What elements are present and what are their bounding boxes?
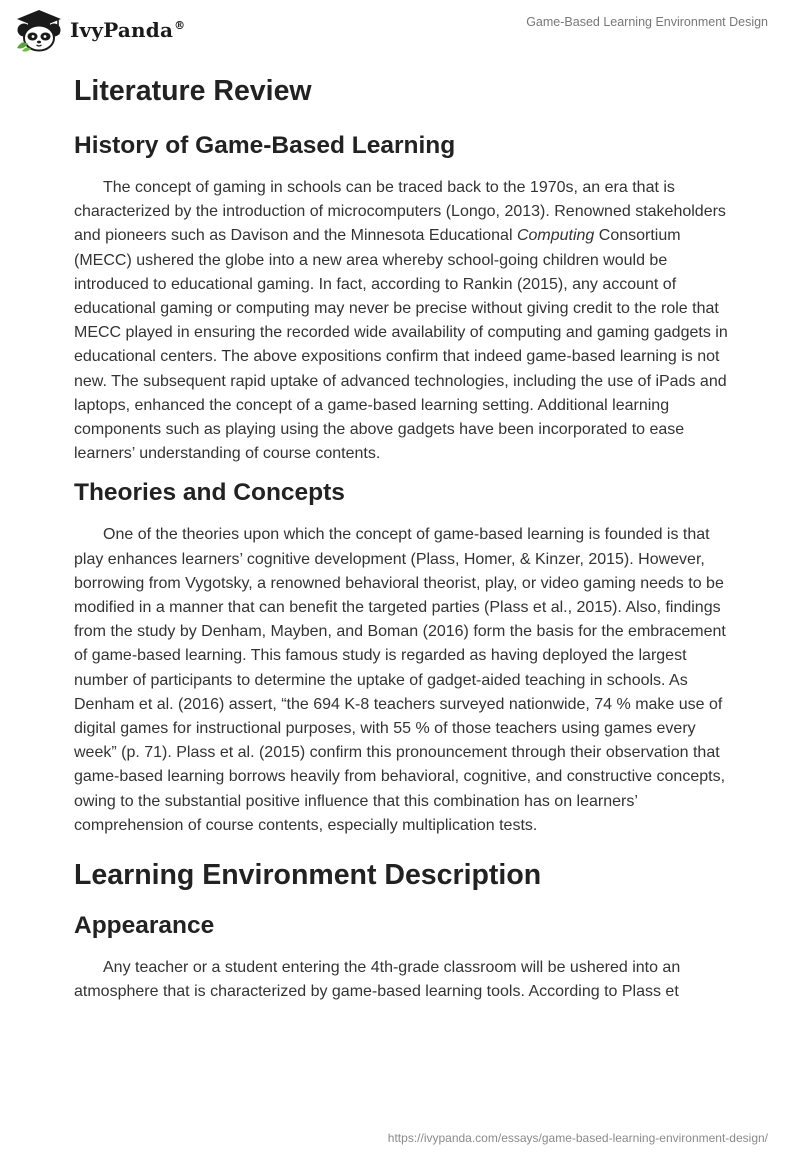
paragraph-history [74, 176, 728, 466]
registered-mark: ® [174, 19, 186, 33]
heading-environment: Learning Environment Description [74, 859, 542, 892]
page-header [0, 0, 800, 64]
heading-theories: Theories and Concepts [74, 479, 345, 507]
history-text-b: Consortium (MECC) ushered the globe into a new area whereby school-going children would be introduced to educational gaming. In fact, according to Rankin (2015), any account of educational gaming or computing may never be precise without giving credit to the role that MECC played in ensuring the recorded wide availability of computing and gaming gadgets in educational centers. The above expositions confirm that indeed game-based learning is not new. The subsequent rapid uptake of advanced technologies, including the use of iPads and laptops, enhanced the concept of a game-based learning setting. Additional learning components such as playing using the above gadgets have been incorporated to ease learners’ understanding of course contents. [74, 227, 728, 463]
document-title: Game-Based Learning Environment Design [526, 15, 768, 29]
heading-history: History of Game-Based Learning [74, 132, 456, 159]
history-text-a: The concept of gaming in schools can be traced back to the 1970s, an era that is characterized by the introduction of microcomputers (Longo, 2013). Renowned stakeholders and pioneers such as Davison and the Minnesota Educational [74, 179, 726, 245]
source-url[interactable]: https://ivypanda.com/essays/game-based-learning-environment-design/ [387, 1131, 768, 1145]
ivypanda-logo[interactable] [14, 8, 185, 52]
paragraph-appearance: Any teacher or a student entering the 4th-grade classroom will be ushered into an atmosphere that is characterized by game-based learning tools. According to Plass et [74, 959, 681, 1001]
article-body [74, 70, 728, 1004]
history-text-emphasis: Computing [516, 227, 595, 245]
heading-literature-review: Literature Review [74, 75, 312, 107]
heading-appearance: Appearance [74, 912, 215, 940]
logo-name: IvyPanda [70, 18, 174, 42]
paragraph-theories: One of the theories upon which the concept of game-based learning is founded is that play enhances learners’ cognitive development (Plass, Homer, & Kinzer, 2015). However, borrowing from Vygotsky, a renowned behavioral theorist, play, or video gaming needs to be modified in a manner that can benefit the targeted parties (Plass et al., 2015). Also, findings from the study by Denham, Mayben, and Boman (2016) form the basis for the embracement of game-based learning. This famous study is regarded as having deployed the largest number of participants to determine the uptake of gadget-aided teaching in schools. As Denham et al. (2016) assert, “the 694 K-8 teachers surveyed nationwide, 74 % make use of digital games for instructional purposes, with 55 % of those teachers using games every week” (p. 71). Plass et al. (2015) confirm this pronouncement through their observation that game-based learning borrows heavily from behavioral, cognitive, and constructive concepts, owing to the substantial positive influence that this combination has on learners’ comprehension of course contents, especially multiplication tests. [74, 526, 726, 834]
logo-wordmark [70, 18, 185, 42]
panda-graduate-icon [14, 8, 64, 52]
